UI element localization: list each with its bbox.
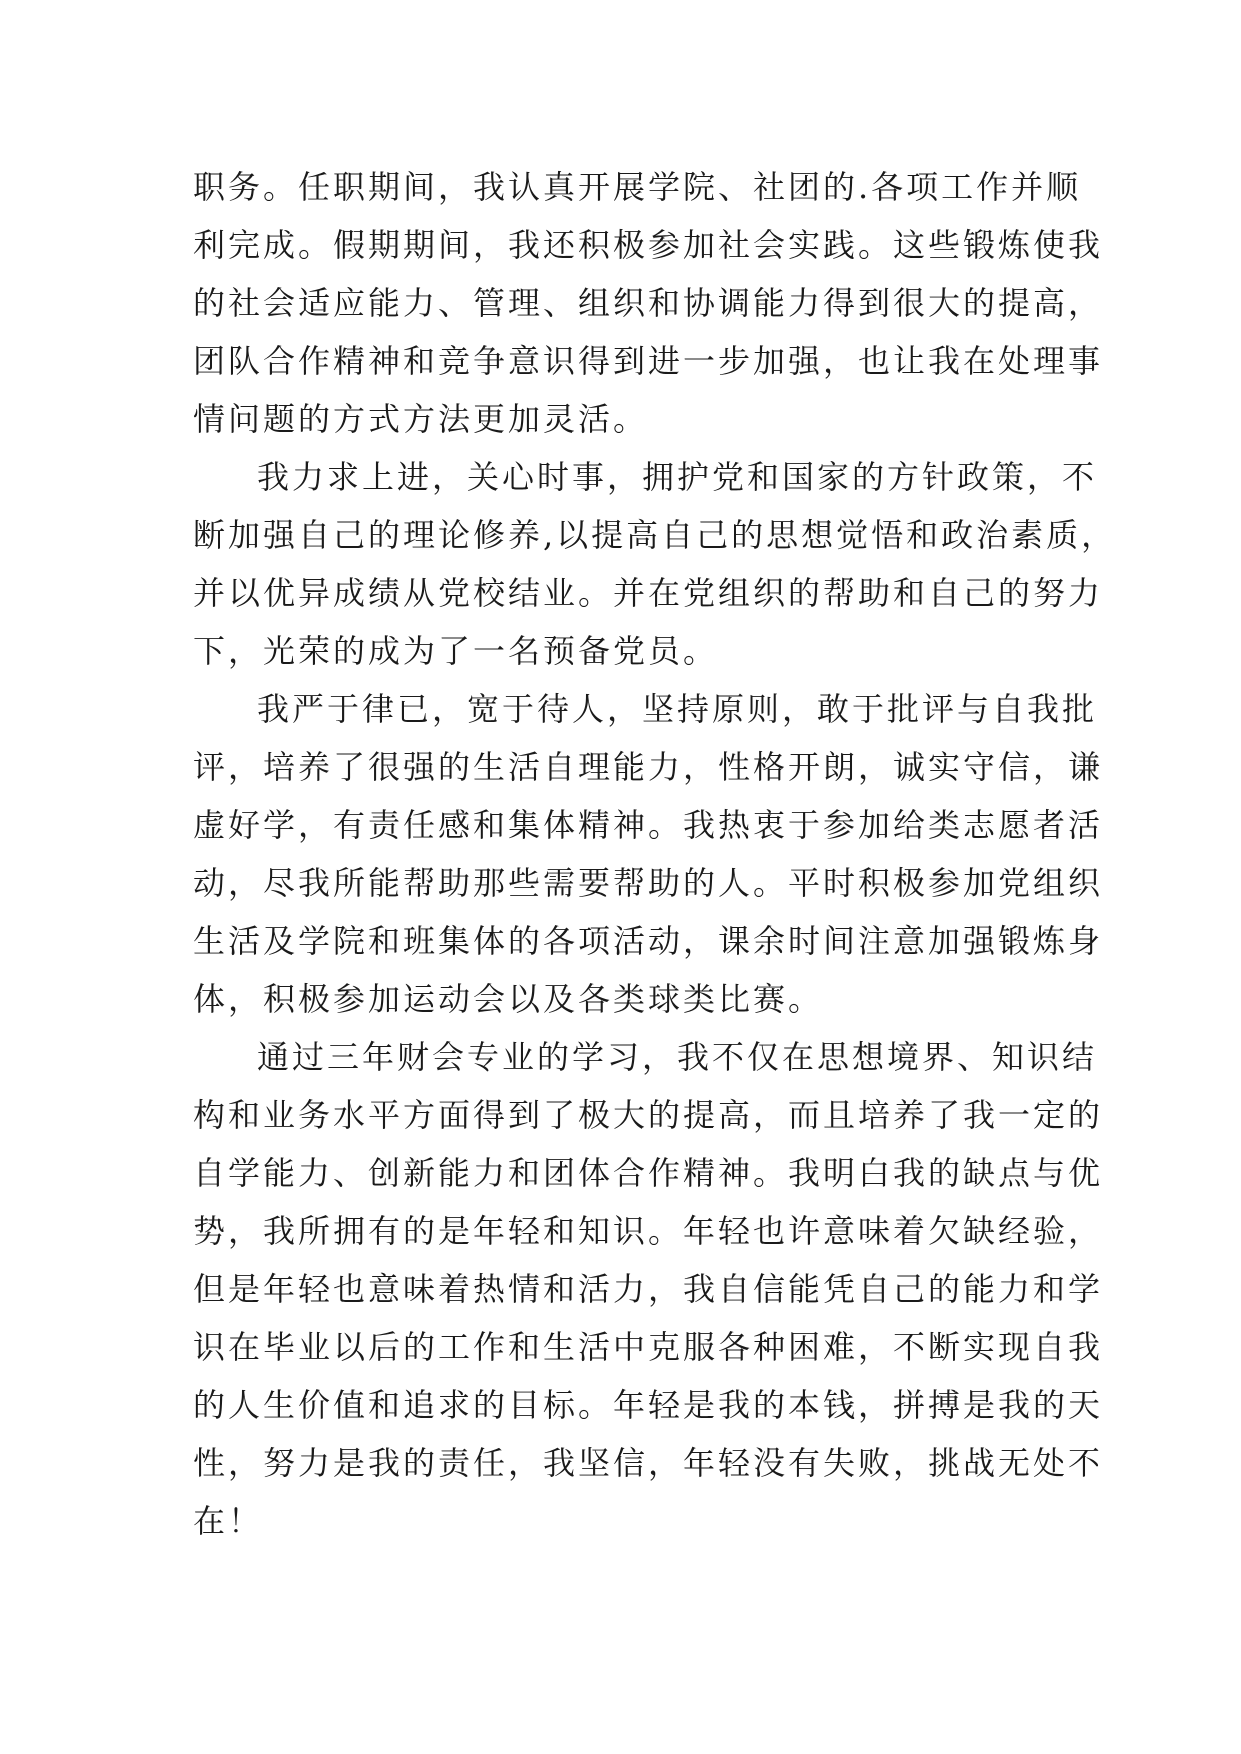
text-line: 职务。任职期间，我认真开展学院、社团的.各项工作并顺 bbox=[193, 168, 1082, 206]
text-line: 在！ bbox=[193, 1502, 264, 1540]
paragraph bbox=[193, 448, 1117, 680]
text-line: 团队合作精神和竞争意识得到进一步加强，也让我在处理事 bbox=[193, 342, 1104, 380]
text-line: 通过三年财会专业的学习，我不仅在思想境界、知识结 bbox=[257, 1038, 1098, 1076]
text-line: 利完成。假期期间，我还积极参加社会实践。这些锻炼使我 bbox=[193, 226, 1104, 264]
text-line: 识在毕业以后的工作和生活中克服各种困难，不断实现自我 bbox=[193, 1328, 1104, 1366]
text-line: 虚好学，有责任感和集体精神。我热衷于参加给类志愿者活 bbox=[193, 806, 1104, 844]
text-line: 下，光荣的成为了一名预备党员。 bbox=[193, 632, 719, 670]
paragraph bbox=[193, 158, 1104, 448]
text-line: 生活及学院和班集体的各项活动，课余时间注意加强锻炼身 bbox=[193, 922, 1104, 960]
text-line: 的社会适应能力、管理、组织和协调能力得到很大的提高， bbox=[193, 284, 1104, 322]
text-line: 但是年轻也意味着热情和活力，我自信能凭自己的能力和学 bbox=[193, 1270, 1104, 1308]
text-line: 势，我所拥有的是年轻和知识。年轻也许意味着欠缺经验， bbox=[193, 1212, 1104, 1250]
text-line: 自学能力、创新能力和团体合作精神。我明白我的缺点与优 bbox=[193, 1154, 1104, 1192]
text-line: 性，努力是我的责任，我坚信，年轻没有失败，挑战无处不 bbox=[193, 1444, 1104, 1482]
paragraph bbox=[193, 1028, 1104, 1550]
text-line: 并以优异成绩从党校结业。并在党组织的帮助和自己的努力 bbox=[193, 574, 1104, 612]
text-line: 的人生价值和追求的目标。年轻是我的本钱，拼搏是我的天 bbox=[193, 1386, 1104, 1424]
text-line: 断加强自己的理论修养,以提高自己的思想觉悟和政治素质， bbox=[193, 516, 1117, 554]
text-line: 体，积极参加运动会以及各类球类比赛。 bbox=[193, 980, 824, 1018]
text-line: 评，培养了很强的生活自理能力，性格开朗，诚实守信，谦 bbox=[193, 748, 1104, 786]
text-line: 构和业务水平方面得到了极大的提高，而且培养了我一定的 bbox=[193, 1096, 1104, 1134]
document-body bbox=[193, 158, 1117, 1550]
text-line: 我力求上进，关心时事，拥护党和国家的方针政策，不 bbox=[257, 458, 1098, 496]
text-line: 我严于律已，宽于待人，坚持原则，敢于批评与自我批 bbox=[257, 690, 1098, 728]
text-line: 动，尽我所能帮助那些需要帮助的人。平时积极参加党组织 bbox=[193, 864, 1104, 902]
paragraph bbox=[193, 680, 1104, 1028]
text-line: 情问题的方式方法更加灵活。 bbox=[193, 400, 649, 438]
